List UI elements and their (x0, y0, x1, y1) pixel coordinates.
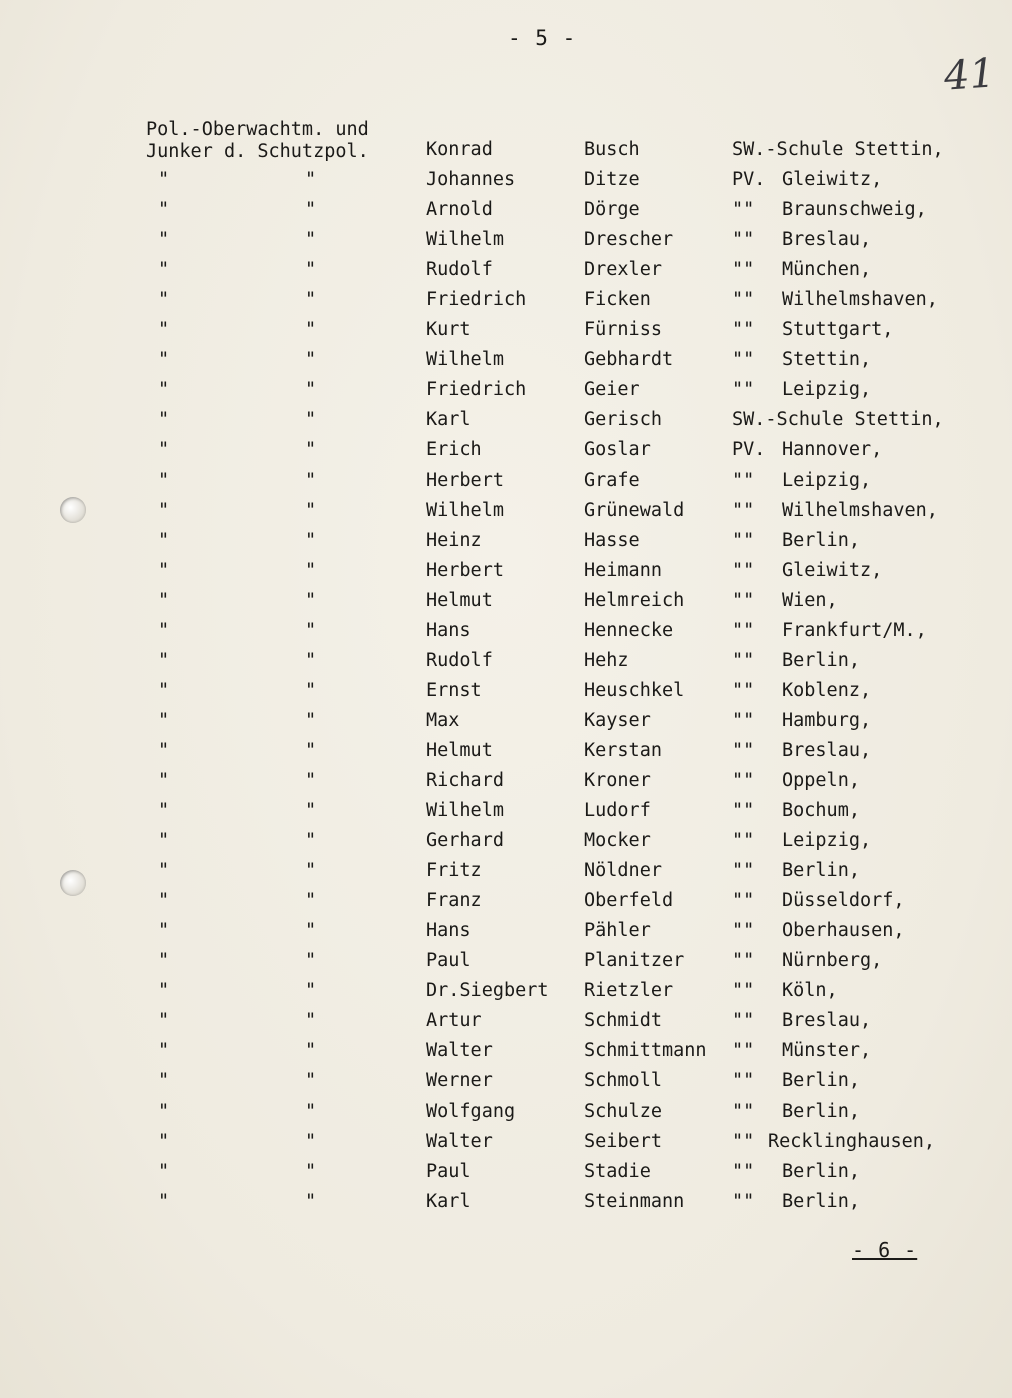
unit-label: "" (732, 1160, 755, 1182)
ditto-mark: " (305, 589, 317, 611)
city: Berlin, (782, 1100, 860, 1122)
ditto-mark: " (305, 769, 317, 791)
last-name: Kroner (584, 769, 651, 791)
ditto-mark: " (158, 169, 170, 191)
list-item (0, 1099, 1012, 1129)
first-name: Karl (426, 409, 471, 431)
ditto-mark: " (158, 1010, 170, 1032)
unit-label: "" (732, 589, 755, 611)
unit-label: "" (732, 289, 755, 311)
ditto-mark: " (305, 1160, 317, 1182)
unit-label: "" (732, 1130, 755, 1152)
ditto-mark: " (158, 259, 170, 281)
ditto-mark: " (158, 229, 170, 251)
ditto-mark: " (158, 980, 170, 1002)
ditto-mark: " (305, 1040, 317, 1062)
ditto-mark: " (305, 800, 317, 822)
first-name: Helmut (426, 589, 493, 611)
city: Bochum, (782, 800, 860, 822)
city: Stettin, (854, 409, 944, 431)
first-name: Franz (426, 890, 482, 912)
ditto-mark: " (305, 229, 317, 251)
first-name: Erich (426, 439, 482, 461)
unit-label: "" (732, 529, 755, 551)
city: Breslau, (782, 229, 872, 251)
unit-label: "" (732, 679, 755, 701)
city: München, (782, 259, 872, 281)
list-item (0, 317, 1012, 347)
list-item (0, 708, 1012, 738)
unit-label: "" (732, 1010, 755, 1032)
last-name: Oberfeld (584, 890, 674, 912)
unit-label: PV. (732, 439, 766, 461)
first-name: Max (426, 709, 460, 731)
first-name: Paul (426, 1160, 471, 1182)
ditto-mark: " (158, 499, 170, 521)
unit-label: "" (732, 379, 755, 401)
unit-label: "" (732, 319, 755, 341)
rank-header-line1: Pol.-Oberwachtm. und (146, 119, 369, 140)
city: Düsseldorf, (782, 890, 905, 912)
city: Leipzig, (782, 379, 872, 401)
ditto-mark: " (158, 679, 170, 701)
last-name: Schmoll (584, 1070, 662, 1092)
first-name: Gerhard (426, 830, 504, 852)
ditto-mark: " (158, 289, 170, 311)
first-name: Werner (426, 1070, 493, 1092)
ditto-mark: " (305, 439, 317, 461)
ditto-mark: " (305, 409, 317, 431)
unit-label: "" (732, 499, 755, 521)
city: Gleiwitz, (782, 169, 883, 191)
ditto-mark: " (305, 349, 317, 371)
ditto-mark: " (305, 1190, 317, 1212)
ditto-mark: " (305, 319, 317, 341)
rank-header-line2: Junker d. Schutzpol. (146, 141, 369, 162)
list-item (0, 528, 1012, 558)
city: Oppeln, (782, 769, 860, 791)
ditto-mark: " (305, 259, 317, 281)
list-item (0, 1189, 1012, 1219)
last-name: Hennecke (584, 619, 674, 641)
ditto-mark: " (305, 980, 317, 1002)
last-name: Heuschkel (584, 679, 685, 701)
list-item (0, 1008, 1012, 1038)
unit-label: "" (732, 619, 755, 641)
list-item (0, 197, 1012, 227)
unit-label: "" (732, 1100, 755, 1122)
city: Recklinghausen, (768, 1130, 936, 1152)
unit-label: "" (732, 920, 755, 942)
city: Köln, (782, 980, 838, 1002)
ditto-mark: " (305, 199, 317, 221)
ditto-mark: " (305, 709, 317, 731)
unit-label: PV. (732, 169, 766, 191)
list-item (0, 918, 1012, 948)
ditto-mark: " (158, 1070, 170, 1092)
ditto-mark: " (158, 559, 170, 581)
ditto-mark: " (305, 169, 317, 191)
ditto-mark: " (305, 679, 317, 701)
list-item (0, 167, 1012, 197)
ditto-mark: " (158, 469, 170, 491)
first-name: Friedrich (426, 379, 527, 401)
ditto-mark: " (158, 1160, 170, 1182)
city: Hamburg, (782, 709, 872, 731)
ditto-mark: " (158, 1100, 170, 1122)
ditto-mark: " (158, 199, 170, 221)
last-name: Seibert (584, 1130, 662, 1152)
unit-label: "" (732, 830, 755, 852)
list-item (0, 678, 1012, 708)
ditto-mark: " (158, 1190, 170, 1212)
city: Münster, (782, 1040, 872, 1062)
list-item (0, 287, 1012, 317)
first-name: Ernst (426, 679, 482, 701)
last-name: Dörge (584, 199, 640, 221)
first-name: Walter (426, 1040, 493, 1062)
city: Berlin, (782, 1070, 860, 1092)
list-item (0, 137, 1012, 167)
ditto-mark: " (305, 649, 317, 671)
city: Berlin, (782, 1160, 860, 1182)
first-name: Rudolf (426, 649, 493, 671)
unit-label: "" (732, 259, 755, 281)
archive-folio-number: 41 (942, 50, 997, 100)
first-name: Fritz (426, 860, 482, 882)
ditto-mark: " (305, 860, 317, 882)
last-name: Schmittmann (584, 1040, 707, 1062)
first-name: Herbert (426, 559, 504, 581)
first-name: Wilhelm (426, 349, 504, 371)
last-name: Schmidt (584, 1010, 662, 1032)
last-name: Ludorf (584, 800, 651, 822)
unit-label: "" (732, 769, 755, 791)
city: Leipzig, (782, 830, 872, 852)
unit-label: "" (732, 739, 755, 761)
last-name: Fürniss (584, 319, 662, 341)
city: Gleiwitz, (782, 559, 883, 581)
first-name: Friedrich (426, 289, 527, 311)
ditto-mark: " (305, 1100, 317, 1122)
ditto-mark: " (158, 619, 170, 641)
ditto-mark: " (158, 409, 170, 431)
last-name: Drexler (584, 259, 662, 281)
ditto-mark: " (305, 1070, 317, 1092)
unit-label: "" (732, 709, 755, 731)
city: Wien, (782, 589, 838, 611)
last-name: Nöldner (584, 860, 662, 882)
ditto-mark: " (158, 890, 170, 912)
first-name: Walter (426, 1130, 493, 1152)
ditto-mark: " (158, 709, 170, 731)
list-item (0, 768, 1012, 798)
last-name: Steinmann (584, 1190, 685, 1212)
ditto-mark: " (305, 950, 317, 972)
unit (732, 407, 944, 433)
first-name: Wilhelm (426, 499, 504, 521)
next-page-number: - 6 - (852, 1238, 918, 1262)
ditto-mark: " (305, 1130, 317, 1152)
ditto-mark: " (158, 379, 170, 401)
unit-label: "" (732, 199, 755, 221)
city: Braunschweig, (782, 199, 927, 221)
ditto-mark: " (305, 529, 317, 551)
ditto-mark: " (305, 379, 317, 401)
ditto-mark: " (305, 469, 317, 491)
list-item (0, 618, 1012, 648)
list-item (0, 798, 1012, 828)
city: Wilhelmshaven, (782, 499, 938, 521)
ditto-mark: " (305, 619, 317, 641)
unit-label: "" (732, 229, 755, 251)
first-name: Dr.Siegbert (426, 980, 549, 1002)
last-name: Heimann (584, 559, 662, 581)
ditto-mark: " (158, 319, 170, 341)
first-name: Helmut (426, 739, 493, 761)
city: Leipzig, (782, 469, 872, 491)
last-name: Gerisch (584, 409, 662, 431)
list-item (0, 858, 1012, 888)
last-name: Helmreich (584, 589, 685, 611)
unit-label: "" (732, 1040, 755, 1062)
first-name: Paul (426, 950, 471, 972)
first-name: Kurt (426, 319, 471, 341)
unit-label: "" (732, 469, 755, 491)
city: Stuttgart, (782, 319, 894, 341)
list-item (0, 227, 1012, 257)
city: Nürnberg, (782, 950, 883, 972)
city: Breslau, (782, 1010, 872, 1032)
first-name: Hans (426, 920, 471, 942)
unit-label: "" (732, 890, 755, 912)
unit-label: "" (732, 1190, 755, 1212)
ditto-mark: " (158, 529, 170, 551)
ditto-mark: " (158, 769, 170, 791)
ditto-mark: " (158, 739, 170, 761)
unit-label: "" (732, 980, 755, 1002)
list-item (0, 498, 1012, 528)
last-name: Schulze (584, 1100, 662, 1122)
unit-label: SW.-Schule (732, 409, 844, 431)
list-item (0, 738, 1012, 768)
ditto-mark: " (305, 559, 317, 581)
list-item (0, 1129, 1012, 1159)
ditto-mark: " (158, 830, 170, 852)
city: Koblenz, (782, 679, 872, 701)
ditto-mark: " (158, 439, 170, 461)
city: Breslau, (782, 739, 872, 761)
list-item (0, 257, 1012, 287)
city: Berlin, (782, 649, 860, 671)
last-name: Pähler (584, 920, 651, 942)
list-item (0, 828, 1012, 858)
ditto-mark: " (305, 830, 317, 852)
last-name: Hehz (584, 649, 629, 671)
unit-label: "" (732, 559, 755, 581)
first-name: Artur (426, 1010, 482, 1032)
last-name: Ficken (584, 289, 651, 311)
first-name: Heinz (426, 529, 482, 551)
last-name: Geier (584, 379, 640, 401)
ditto-mark: " (305, 289, 317, 311)
list-item (0, 888, 1012, 918)
ditto-mark: " (305, 739, 317, 761)
personnel-list (0, 137, 1012, 1219)
list-item (0, 1068, 1012, 1098)
ditto-mark: " (158, 800, 170, 822)
ditto-mark: " (158, 1040, 170, 1062)
list-item (0, 377, 1012, 407)
first-name: Wilhelm (426, 229, 504, 251)
last-name: Ditze (584, 169, 640, 191)
first-name: Johannes (426, 169, 516, 191)
first-name: Richard (426, 769, 504, 791)
last-name: Stadie (584, 1160, 651, 1182)
ditto-mark: " (305, 920, 317, 942)
list-item (0, 558, 1012, 588)
last-name: Rietzler (584, 980, 674, 1002)
last-name: Grafe (584, 469, 640, 491)
city: Berlin, (782, 860, 860, 882)
unit-label: "" (732, 860, 755, 882)
ditto-mark: " (158, 950, 170, 972)
city: Berlin, (782, 1190, 860, 1212)
ditto-mark: " (158, 649, 170, 671)
first-name: Rudolf (426, 259, 493, 281)
first-name: Herbert (426, 469, 504, 491)
list-item (0, 1159, 1012, 1189)
list-item (0, 1038, 1012, 1068)
list-item (0, 648, 1012, 678)
city: Hannover, (782, 439, 883, 461)
ditto-mark: " (305, 1010, 317, 1032)
last-name: Drescher (584, 229, 674, 251)
unit-label: "" (732, 1070, 755, 1092)
ditto-mark: " (158, 589, 170, 611)
list-item (0, 407, 1012, 437)
last-name: Goslar (584, 439, 651, 461)
last-name: Kayser (584, 709, 651, 731)
unit-label: "" (732, 800, 755, 822)
first-name: Arnold (426, 199, 493, 221)
first-name: Konrad (426, 139, 493, 160)
list-item (0, 588, 1012, 618)
ditto-mark: " (158, 1130, 170, 1152)
first-name: Wolfgang (426, 1100, 516, 1122)
last-name: Planitzer (584, 950, 685, 972)
first-name: Wilhelm (426, 800, 504, 822)
ditto-mark: " (158, 860, 170, 882)
city: Oberhausen, (782, 920, 905, 942)
last-name: Busch (584, 139, 640, 160)
list-item (0, 978, 1012, 1008)
unit-label: "" (732, 649, 755, 671)
last-name: Grünewald (584, 499, 685, 521)
ditto-mark: " (305, 499, 317, 521)
ditto-mark: " (158, 349, 170, 371)
first-name: Karl (426, 1190, 471, 1212)
last-name: Kerstan (584, 739, 662, 761)
list-item (0, 347, 1012, 377)
list-item (0, 437, 1012, 467)
city: Stettin, (854, 139, 944, 160)
first-name: Hans (426, 619, 471, 641)
city: Wilhelmshaven, (782, 289, 938, 311)
ditto-mark: " (305, 890, 317, 912)
last-name: Hasse (584, 529, 640, 551)
ditto-mark: " (158, 920, 170, 942)
unit (732, 137, 944, 163)
list-item (0, 948, 1012, 978)
last-name: Gebhardt (584, 349, 674, 371)
last-name: Mocker (584, 830, 651, 852)
city: Berlin, (782, 529, 860, 551)
unit-label: SW.-Schule (732, 139, 844, 160)
city: Stettin, (782, 349, 872, 371)
page-number: - 5 - (508, 26, 577, 50)
city: Frankfurt/M., (782, 619, 927, 641)
unit-label: "" (732, 349, 755, 371)
unit-label: "" (732, 950, 755, 972)
list-item (0, 468, 1012, 498)
